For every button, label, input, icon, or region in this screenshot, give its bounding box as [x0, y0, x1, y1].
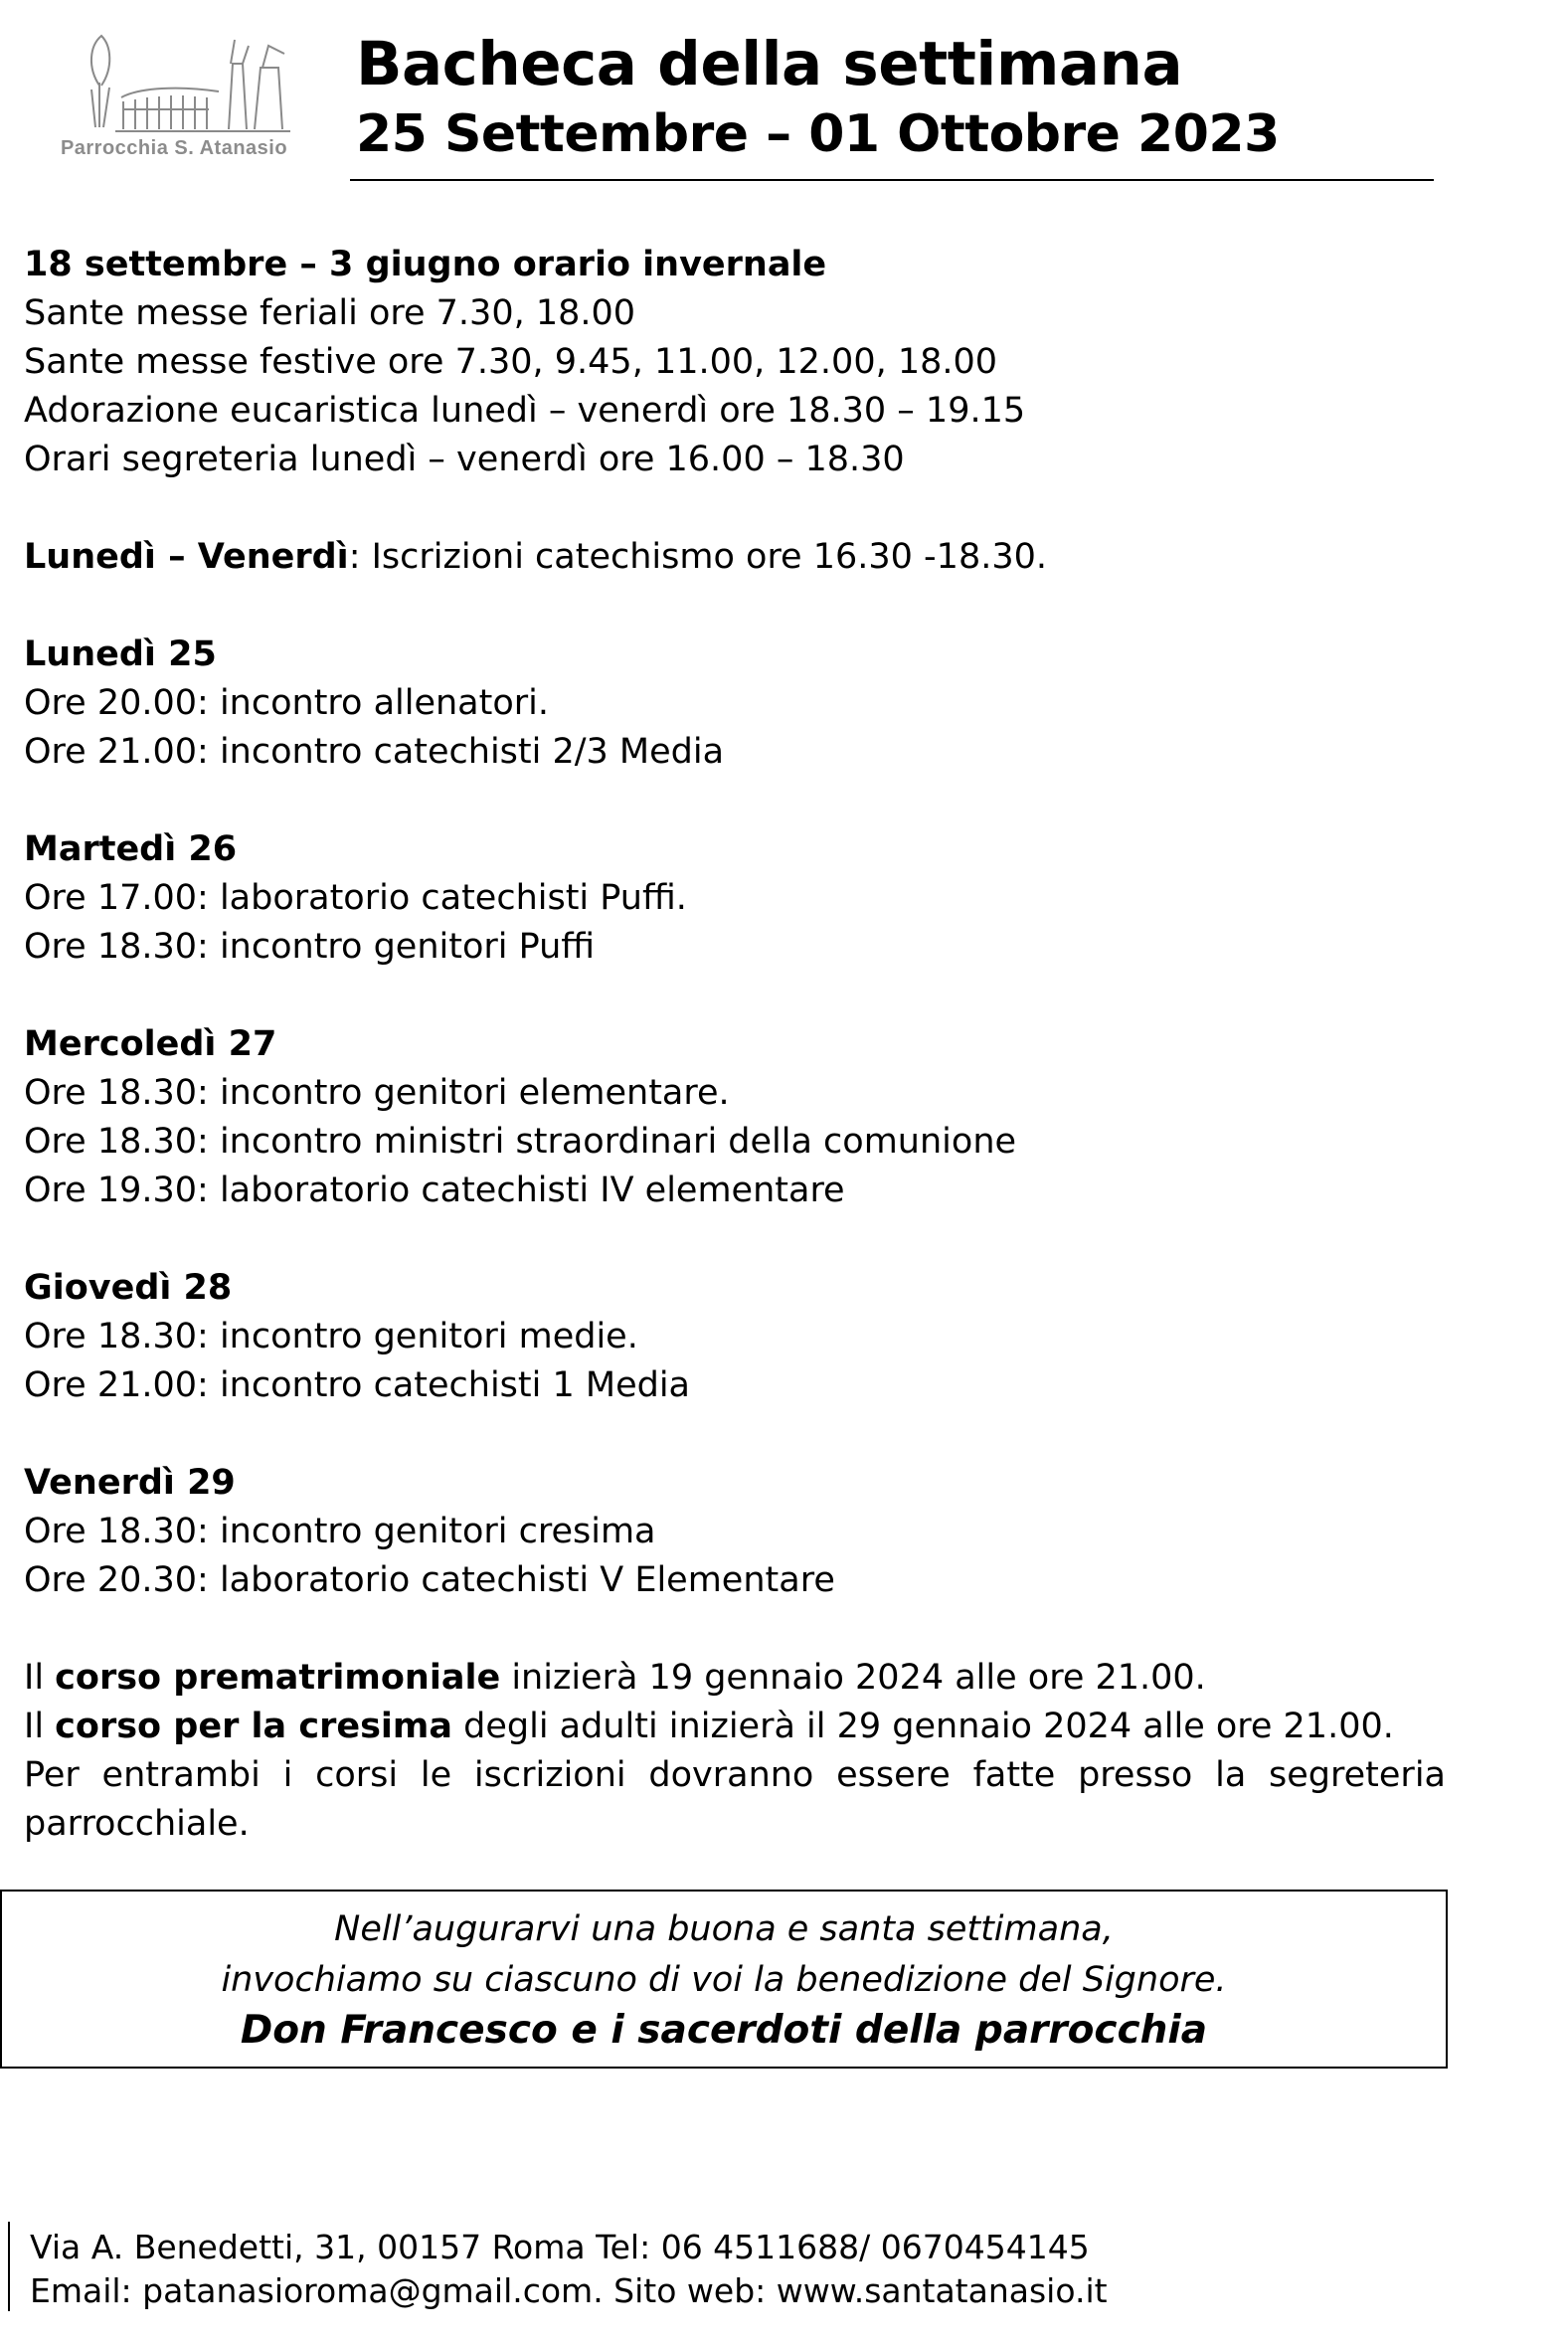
event-item: Ore 20.30: laboratorio catechisti V Elementare — [24, 1560, 835, 1600]
registration-label: Lunedì – Venerdì — [24, 537, 349, 577]
registration-line — [24, 533, 1446, 582]
event-item: Ore 21.00: incontro catechisti 1 Media — [24, 1365, 690, 1405]
schedule-line: Orari segreteria lunedì – venerdì ore 16.00 – 18.30 — [24, 440, 905, 479]
course-line — [24, 1703, 1446, 1751]
course-note: Per entrambi i corsi le iscrizioni dovranno essere fatte presso la segreteria parrocchiale. — [24, 1755, 1446, 1844]
event-item: Ore 19.30: laboratorio catechisti IV elementare — [24, 1171, 845, 1210]
footer-address: Via A. Benedetti, 31, 00157 Roma Tel: 06 4511688/ 0670454145 — [30, 2228, 1090, 2266]
event-item: Ore 18.30: incontro genitori Puffi — [24, 927, 596, 967]
page-title: Bacheca della settimana — [356, 29, 1183, 99]
closing-line: invochiamo su ciascuno di voi la benedizione del Signore. — [221, 1960, 1227, 2000]
church-sketch-icon — [30, 28, 318, 139]
day-heading: Mercoledì 27 — [24, 1024, 277, 1064]
day-heading: Giovedì 28 — [24, 1268, 233, 1308]
parish-logo — [30, 28, 318, 175]
course-line — [24, 1654, 1446, 1703]
footer-contact: Email: patanasioroma@gmail.com. Sito web: www.santatanasio.it — [30, 2271, 1108, 2310]
course-text: degli adulti inizierà il 29 gennaio 2024 alle ore 21.00. — [452, 1707, 1394, 1746]
week-range: 25 Settembre – 01 Ottobre 2023 — [356, 104, 1280, 164]
event-item: Ore 21.00: incontro catechisti 2/3 Media — [24, 732, 725, 772]
title-divider — [350, 179, 1434, 181]
event-item: Ore 18.30: incontro genitori medie. — [24, 1317, 638, 1356]
schedule-line: Adorazione eucaristica lunedì – venerdì ore 18.30 – 19.15 — [24, 391, 1026, 431]
bulletin-body — [24, 241, 1446, 1849]
closing-line: Nell’augurarvi una buona e santa settimana, — [334, 1909, 1114, 1949]
event-item: Ore 17.00: laboratorio catechisti Puffi. — [24, 878, 687, 918]
logo-text: Parrocchia S. Atanasio — [60, 137, 288, 159]
closing-signature: Don Francesco e i sacerdoti della parrocchia — [240, 2008, 1208, 2053]
footer-divider — [8, 2222, 10, 2311]
schedule-line: Sante messe feriali ore 7.30, 18.00 — [24, 293, 636, 333]
registration-text: : Iscrizioni catechismo ore 16.30 -18.30. — [348, 537, 1047, 577]
closing-box — [0, 1890, 1448, 2069]
event-item: Ore 20.00: incontro allenatori. — [24, 683, 550, 723]
event-item: Ore 18.30: incontro ministri straordinari della comunione — [24, 1122, 1017, 1162]
course-text: inizierà 19 gennaio 2024 alle ore 21.00. — [500, 1658, 1206, 1698]
course-text: Il — [24, 1658, 56, 1698]
day-heading: Venerdì 29 — [24, 1463, 236, 1503]
course-name: corso per la cresima — [55, 1707, 452, 1746]
footer — [30, 2226, 1422, 2313]
day-heading: Lunedì 25 — [24, 634, 217, 674]
page-title-block — [356, 28, 1430, 167]
schedule-heading: 18 settembre – 3 giugno orario invernale — [24, 245, 827, 284]
event-item: Ore 18.30: incontro genitori elementare. — [24, 1073, 730, 1113]
course-text: Il — [24, 1707, 56, 1746]
course-name: corso prematrimoniale — [55, 1658, 501, 1698]
event-item: Ore 18.30: incontro genitori cresima — [24, 1512, 656, 1551]
schedule-line: Sante messe festive ore 7.30, 9.45, 11.00, 12.00, 18.00 — [24, 342, 998, 382]
day-heading: Martedì 26 — [24, 829, 238, 869]
